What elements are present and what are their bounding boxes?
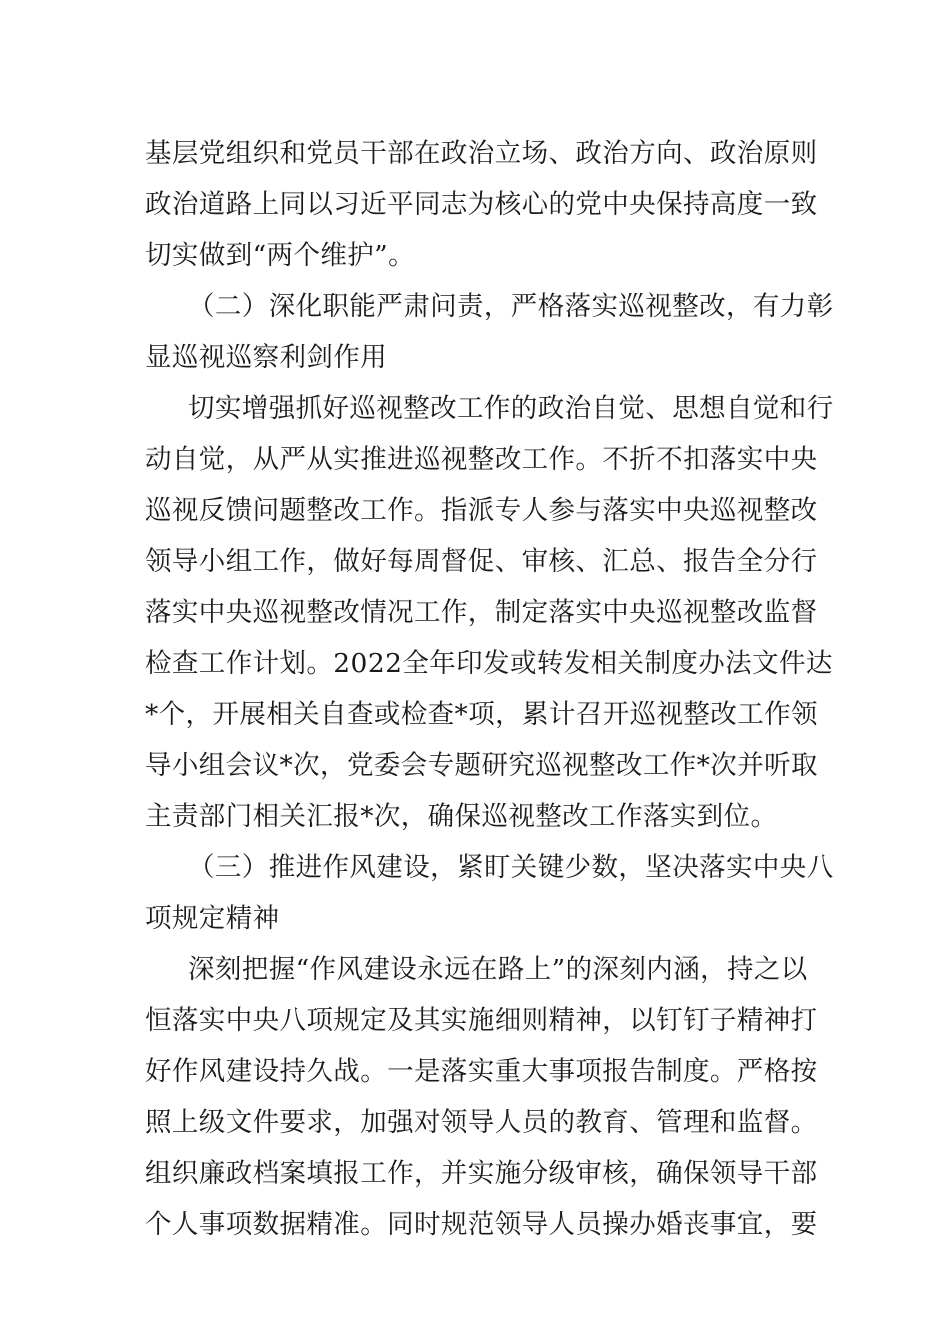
text-line: 组织廉政档案填报工作，并实施分级审核，确保领导干部 [145, 1158, 818, 1189]
text-line: 主责部门相关汇报*次，确保巡视整改工作落实到位。 [145, 801, 778, 832]
text-line: 基层党组织和党员干部在政治立场、政治方向、政治原则 [145, 138, 818, 169]
section-heading-3-cont: 项规定精神 [145, 903, 280, 934]
text-line: *个，开展相关自查或检查*项，累计召开巡视整改工作领 [145, 699, 818, 730]
text-line: 照上级文件要求，加强对领导人员的教育、管理和监督。 [145, 1107, 818, 1138]
section-heading-2-cont: 显巡视巡察利剑作用 [145, 342, 388, 373]
text-line: 导小组会议*次，党委会专题研究巡视整改工作*次并听取 [145, 750, 818, 781]
text-line: 巡视反馈问题整改工作。指派专人参与落实中央巡视整改 [145, 495, 818, 526]
text-line: 落实中央巡视整改情况工作，制定落实中央巡视整改监督 [145, 597, 818, 628]
text-line: 个人事项数据精准。同时规范领导人员操办婚丧事宜，要 [145, 1209, 818, 1240]
text-line: 恒落实中央八项规定及其实施细则精神，以钉钉子精神打 [145, 1005, 818, 1036]
text-line: 动自觉，从严从实推进巡视整改工作。不折不扣落实中央 [145, 444, 818, 475]
text-line: 切实做到“两个维护”。 [145, 240, 415, 271]
paragraph-start: 切实增强抓好巡视整改工作的政治自觉、思想自觉和行 [188, 393, 834, 424]
text-line: 政治道路上同以习近平同志为核心的党中央保持高度一致 [145, 189, 818, 220]
section-heading-3: （三）推进作风建设，紧盯关键少数，坚决落实中央八 [188, 852, 834, 883]
text-line: 领导小组工作，做好每周督促、审核、汇总、报告全分行 [145, 546, 818, 577]
text-line: 好作风建设持久战。一是落实重大事项报告制度。严格按 [145, 1056, 818, 1087]
paragraph-start: 深刻把握“作风建设永远在路上”的深刻内涵，持之以 [188, 954, 808, 985]
text-line: 检查工作计划。2022全年印发或转发相关制度办法文件达 [145, 648, 833, 679]
document-body [145, 128, 834, 1250]
section-heading-2: （二）深化职能严肃问责，严格落实巡视整改，有力彰 [188, 291, 834, 322]
